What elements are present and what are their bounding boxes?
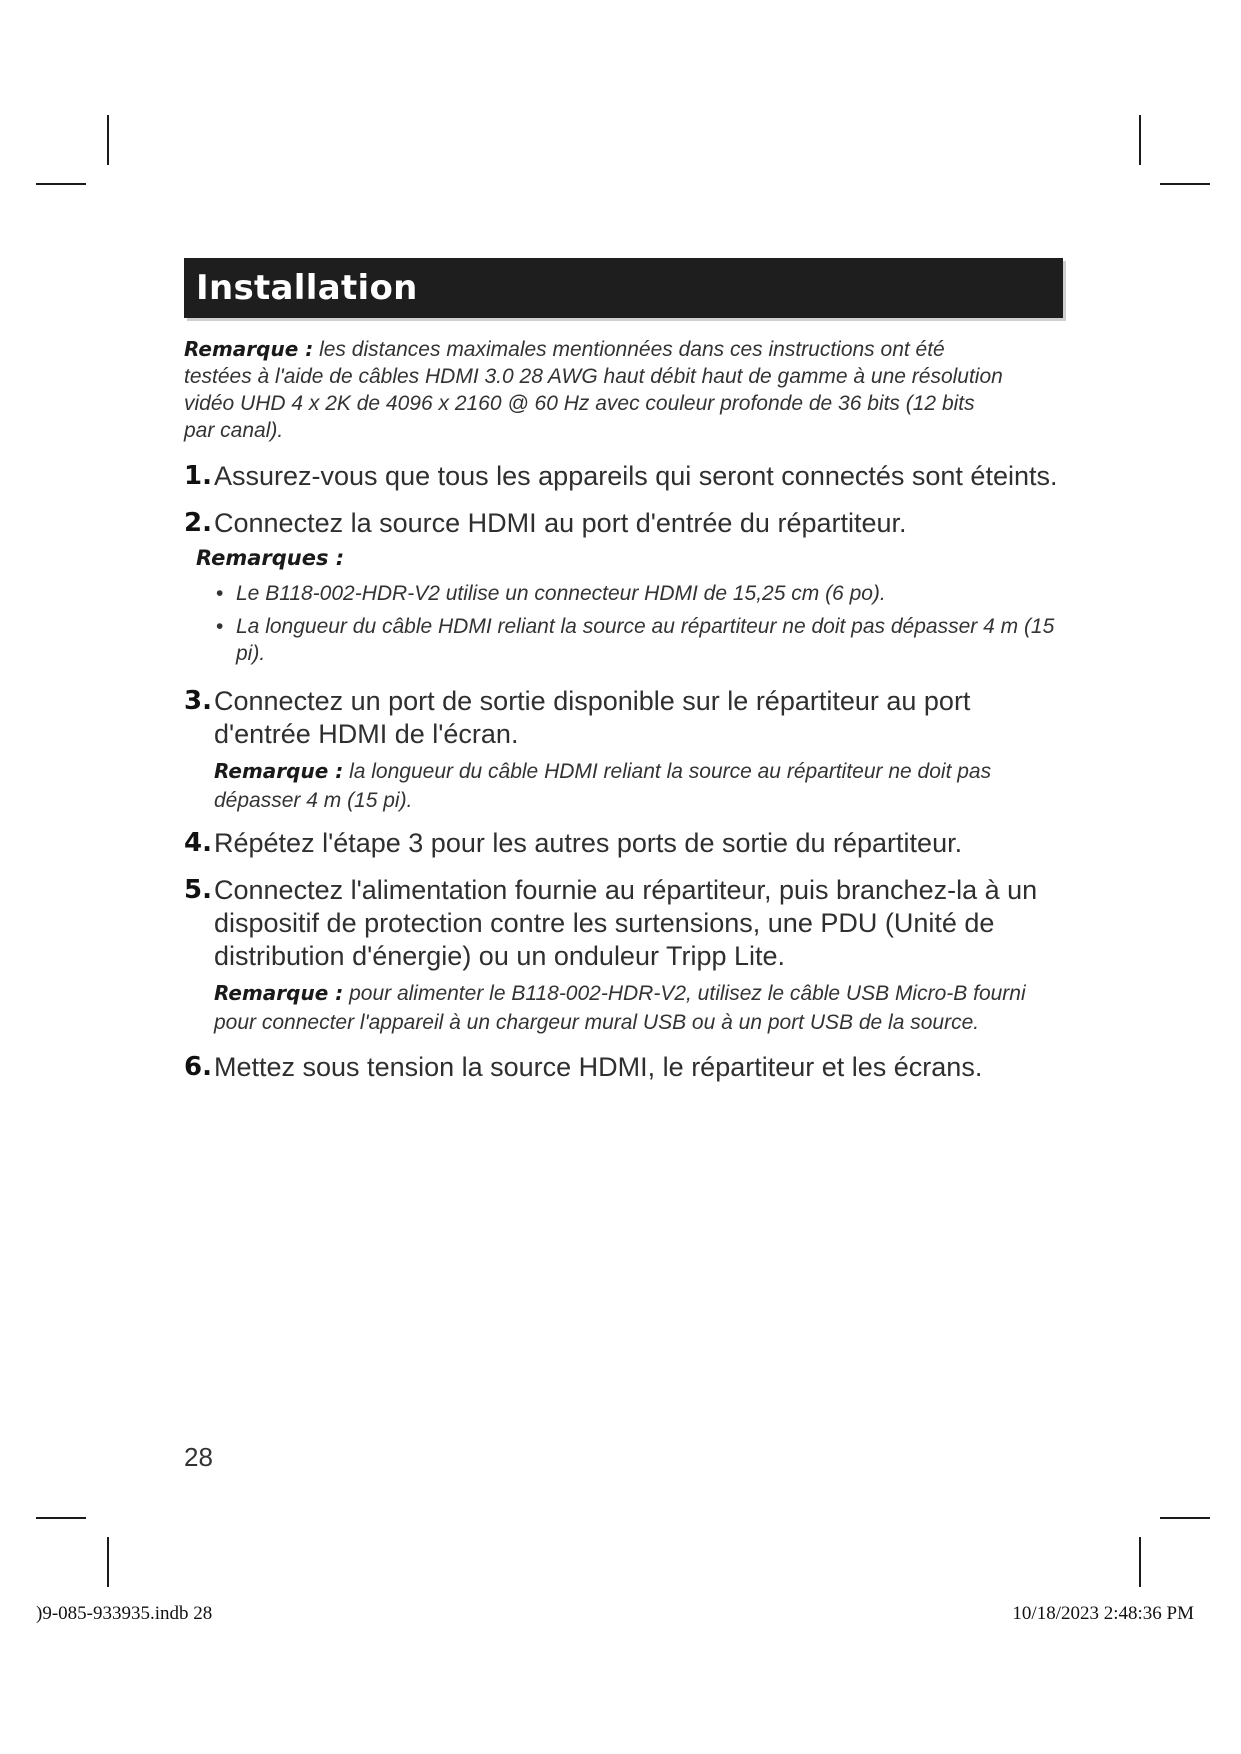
crop-mark (1139, 115, 1141, 165)
document-body (184, 336, 1074, 1084)
step-text: Connectez un port de sortie disponible sur le répartiteur au port d'entrée HDMI de l'écran. (214, 686, 971, 749)
step-number: 4. (184, 828, 212, 858)
intro-note (184, 336, 1004, 444)
bullet-icon: • (216, 615, 224, 638)
step-3 (184, 685, 994, 751)
note-label: Remarque : (214, 981, 344, 1005)
step-number: 1. (184, 461, 212, 491)
step-4 (184, 827, 1074, 860)
crop-mark (36, 183, 86, 185)
step-5-note (214, 979, 1069, 1037)
note-label: Remarque : (184, 337, 314, 361)
step-2-notes-label: Remarques : (196, 546, 345, 570)
crop-mark (36, 1517, 86, 1519)
crop-mark (1160, 183, 1210, 185)
step-text: Connectez l'alimentation fournie au répartiteur, puis branchez-la à un dispositif de protection contre les surtensions, une PDU (Unité de distribution d'énergie) ou un onduleur Tripp Lite. (214, 875, 1038, 971)
list-item: • La longueur du câble HDMI reliant la source au répartiteur ne doit pas dépasser 4 m (15 pi). (216, 615, 1055, 665)
note-text: pour alimenter le B118-002-HDR-V2, utilisez le câble USB Micro-B fourni pour connecter l'appareil à un chargeur mural USB ou à un port USB de la source. (214, 982, 1026, 1034)
note-text: la longueur du câble HDMI reliant la source au répartiteur ne doit pas dépasser 4 m (15 pi). (214, 760, 992, 812)
crop-mark (1139, 1537, 1141, 1587)
step-number: 2. (184, 508, 212, 538)
step-6 (184, 1051, 1074, 1084)
page-number: 28 (184, 1442, 213, 1472)
step-text: Assurez-vous que tous les appareils qui seront connectés sont éteints. (214, 461, 1058, 491)
list-item: • Le B118-002-HDR-V2 utilise un connecteur HDMI de 15,25 cm (6 po). (216, 582, 886, 605)
step-1 (184, 460, 1074, 493)
section-header (184, 258, 1063, 318)
section-title: Installation (196, 268, 418, 308)
step-text: Répétez l'étape 3 pour les autres ports de sortie du répartiteur. (214, 828, 963, 858)
step-number: 3. (184, 686, 212, 716)
crop-mark (107, 115, 109, 165)
step-text: Mettez sous tension la source HDMI, le répartiteur et les écrans. (214, 1052, 983, 1082)
step-text: Connectez la source HDMI au port d'entrée du répartiteur. (214, 508, 907, 538)
step-5 (184, 874, 1074, 973)
note-text: les distances maximales mentionnées dans ces instructions ont été testées à l'aide de câbles HDMI 3.0 28 AWG haut débit haut de gamme à une résolution vidéo UHD 4 x 2K de 4096 x 2160 @ 60 Hz avec couleur profonde de 36 bits (12 bits par canal). (184, 338, 1003, 442)
step-2-notes (184, 580, 1074, 667)
bullet-icon: • (216, 582, 224, 605)
step-number: 6. (184, 1052, 212, 1082)
footer-timestamp: 10/18/2023 2:48:36 PM (1012, 1603, 1194, 1624)
step-number: 5. (184, 875, 212, 905)
note-label: Remarque : (214, 759, 344, 783)
footer-file-info: )9-085-933935.indb 28 (36, 1603, 213, 1624)
step-2 (184, 507, 1074, 540)
step-3-note (214, 757, 1064, 815)
crop-mark (1160, 1517, 1210, 1519)
crop-mark (107, 1537, 109, 1587)
